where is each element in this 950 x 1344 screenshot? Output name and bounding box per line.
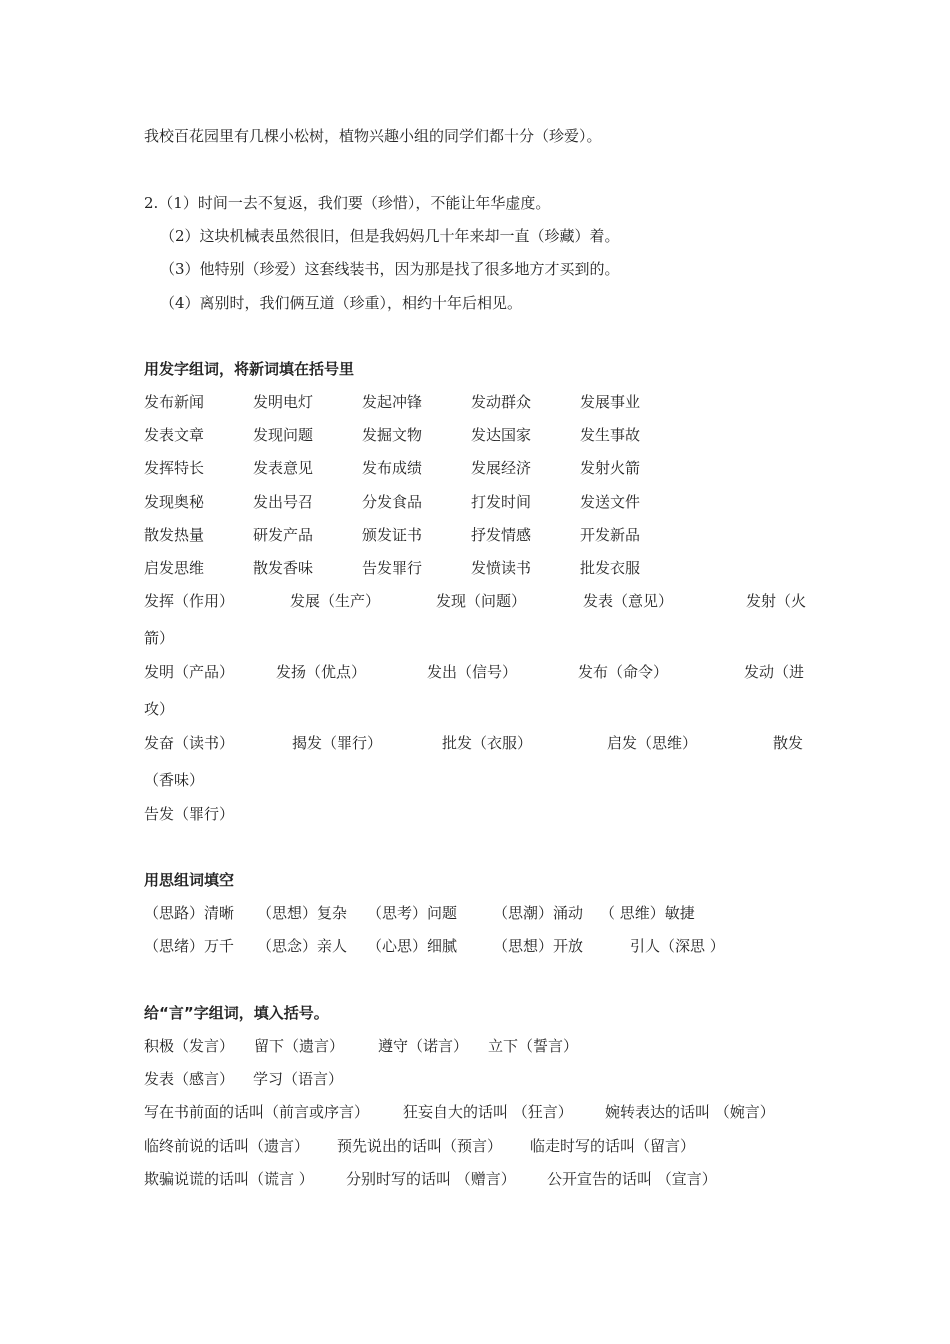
fa-word: 发挥特长: [144, 459, 205, 477]
fa-word: 发愤读书: [471, 559, 532, 577]
fa-word: 散发香味: [253, 559, 314, 577]
si-fill-item: （心思）细腻: [367, 937, 458, 955]
yan-fill-item: 立下（誓言）: [488, 1037, 579, 1055]
yan-fill-item: 狂妄自大的话叫 （狂言）: [403, 1103, 573, 1121]
fa-fill-item: 发扬（优点）: [276, 663, 367, 681]
fa-fill-item: 发射（火: [746, 592, 807, 610]
yan-fill-item: 分别时写的话叫 （赠言）: [346, 1170, 516, 1188]
fa-fill-item: 散发: [773, 734, 804, 752]
fa-word: 发布成绩: [362, 459, 423, 477]
fa-fill-item: 发布（命令）: [578, 663, 669, 681]
yan-fill-item: 婉转表达的话叫 （婉言）: [605, 1103, 775, 1121]
fa-fill-item: 揭发（罪行）: [292, 734, 383, 752]
si-fill-item: （思想）开放: [493, 937, 584, 955]
fa-word: 抒发情感: [471, 526, 532, 544]
fa-fill-item: 发明（产品）: [144, 663, 235, 681]
si-fill-item: （思想）复杂: [257, 904, 348, 922]
yan-fill-item: 临走时写的话叫（留言）: [530, 1137, 696, 1155]
yan-fill-item: 发表（感言）: [144, 1070, 235, 1088]
yan-fill-item: 学习（语言）: [253, 1070, 344, 1088]
fa-word: 批发衣服: [580, 559, 641, 577]
fa-word: 发出号召: [253, 493, 314, 511]
fa-word: 发达国家: [471, 426, 532, 444]
fa-fill-item: 发展（生产）: [290, 592, 381, 610]
fa-word: 告发罪行: [362, 559, 423, 577]
intro-sentence: 我校百花园里有几棵小松树，植物兴趣小组的同学们都十分（珍爱）。: [144, 127, 602, 145]
fa-word: 发现问题: [253, 426, 314, 444]
yan-fill-item: 积极（发言）: [144, 1037, 235, 1055]
question-2-item-4: （4）离别时，我们俩互道（珍重），相约十年后相见。: [160, 294, 523, 312]
fa-word: 发布新闻: [144, 393, 205, 411]
fa-fill-item-wrap: 箭）: [144, 629, 175, 647]
fa-word: 发展事业: [580, 393, 641, 411]
fa-word: 发明电灯: [253, 393, 314, 411]
si-fill-item: （思潮）涌动: [493, 904, 584, 922]
fa-word: 分发食品: [362, 493, 423, 511]
fa-word: 发起冲锋: [362, 393, 423, 411]
yan-fill-item: 欺骗说谎的话叫（谎言 ）: [144, 1170, 314, 1188]
fa-word: 发射火箭: [580, 459, 641, 477]
fa-fill-item-wrap: （香味）: [144, 771, 205, 789]
fa-word: 发表文章: [144, 426, 205, 444]
fa-word: 颁发证书: [362, 526, 423, 544]
fa-fill-item-wrap: 攻）: [144, 700, 175, 718]
yan-fill-item: 临终前说的话叫（遗言）: [144, 1137, 310, 1155]
fa-word: 散发热量: [144, 526, 205, 544]
yan-fill-item: 留下（遗言）: [254, 1037, 345, 1055]
yan-fill-item: 写在书前面的话叫（前言或序言）: [144, 1103, 370, 1121]
fa-word: 启发思维: [144, 559, 205, 577]
fa-fill-item: 启发（思维）: [607, 734, 698, 752]
si-fill-item: （思念）亲人: [257, 937, 348, 955]
yan-section-heading: 给“言”字组词，填入括号。: [144, 1004, 329, 1022]
fa-fill-item: 发奋（读书）: [144, 734, 235, 752]
fa-fill-item: 告发（罪行）: [144, 805, 235, 823]
fa-fill-item: 发出（信号）: [427, 663, 518, 681]
fa-fill-item: 发表（意见）: [583, 592, 674, 610]
yan-fill-item: 遵守（诺言）: [378, 1037, 469, 1055]
fa-fill-item: 发动（进: [744, 663, 805, 681]
question-2-item-3: （3）他特别（珍爱）这套线装书，因为那是找了很多地方才买到的。: [160, 260, 620, 278]
fa-word: 发现奥秘: [144, 493, 205, 511]
fa-word: 发表意见: [253, 459, 314, 477]
fa-word: 发展经济: [471, 459, 532, 477]
fa-section-heading: 用发字组词，将新词填在括号里: [144, 360, 355, 378]
si-fill-item: （思路）清晰: [144, 904, 235, 922]
si-fill-item: （思绪）万千: [144, 937, 235, 955]
fa-word: 研发产品: [253, 526, 314, 544]
fa-word: 发掘文物: [362, 426, 423, 444]
question-2-item-1: 2.（1）时间一去不复返，我们要（珍惜），不能让年华虚度。: [144, 194, 551, 212]
fa-word: 发动群众: [471, 393, 532, 411]
si-fill-item: 引人（深思 ）: [630, 937, 725, 955]
yan-fill-item: 预先说出的话叫（预言）: [337, 1137, 503, 1155]
si-fill-item: （思考）问题: [367, 904, 458, 922]
fa-fill-item: 批发（衣服）: [442, 734, 533, 752]
fa-word: 开发新品: [580, 526, 641, 544]
si-fill-item: （ 思维）敏捷: [600, 904, 695, 922]
fa-word: 发送文件: [580, 493, 641, 511]
fa-word: 打发时间: [471, 493, 532, 511]
fa-fill-item: 发现（问题）: [436, 592, 527, 610]
question-2-item-2: （2）这块机械表虽然很旧，但是我妈妈几十年来却一直（珍藏）着。: [160, 227, 620, 245]
fa-fill-item: 发挥（作用）: [144, 592, 235, 610]
si-section-heading: 用思组词填空: [144, 871, 235, 889]
yan-fill-item: 公开宣告的话叫 （宣言）: [547, 1170, 717, 1188]
fa-word: 发生事故: [580, 426, 641, 444]
